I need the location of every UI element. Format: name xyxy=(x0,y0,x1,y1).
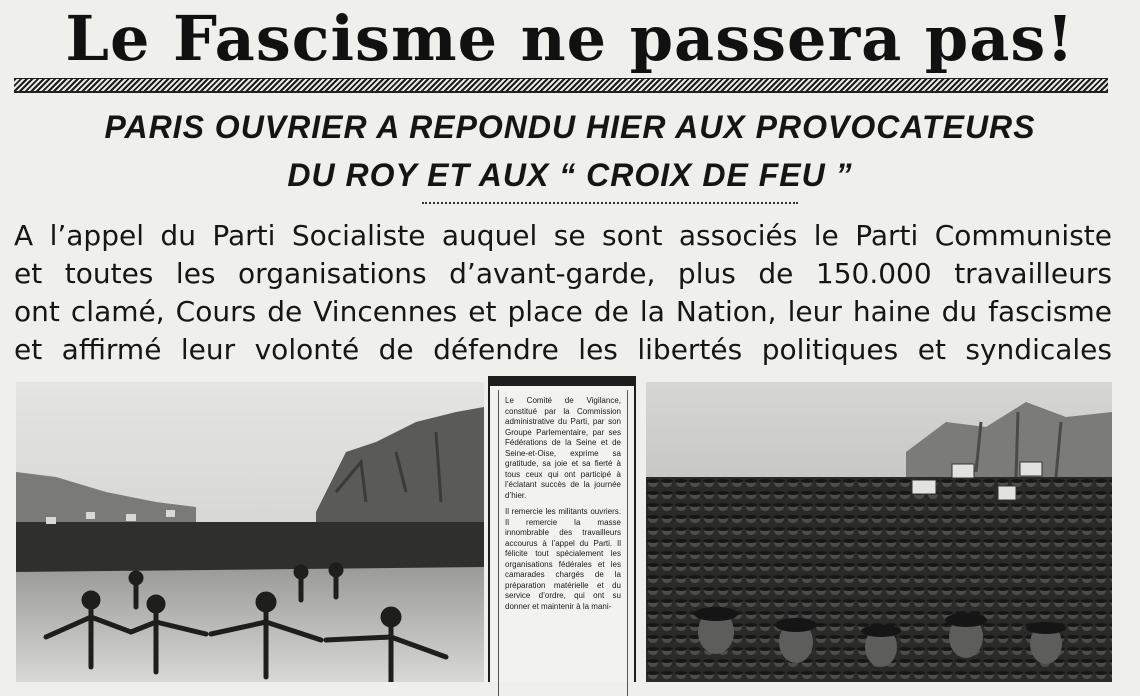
note-paragraph-2: Il remercie les militants ouvriers. Il remercie la masse innombrable des travailleurs accourus à l’appel du Parti. Il félicite tout spécialement les organisations fédérales et les camarades chargés de la préparation matérielle et du service d’ordre, qui ont su donner et maintenir à la mani- xyxy=(505,507,621,611)
dotted-divider xyxy=(422,202,798,204)
vigilance-committee-note xyxy=(488,376,636,682)
lead-line-1: A l’appel du Parti Socialiste auquel se sont associés le Parti Communiste xyxy=(14,219,1112,252)
subheadline-line-2: DU ROY ET AUX “ CROIX DE FEU ” xyxy=(287,157,853,193)
lead-paragraph xyxy=(14,217,1112,369)
note-paragraph-1: Le Comité de Vigilance, constitué par la Commission administrative du Parti, par son Groupe Parlementaire, par ses Fédérations de la Seine et de Seine-et-Oise, exprime sa gratitude, sa joie et sa fierté à tous ceux qui ont participé à l’éclatant succès de la journée d’hier. xyxy=(505,396,621,500)
lead-line-3: ont clamé, Cours de Vincennes et place de la Nation, leur haine du fascisme xyxy=(14,295,1112,328)
headline: Le Fascisme ne passera pas! xyxy=(65,2,1075,75)
lead-line-2: et toutes les organisations d’avant-garde, plus de 150.000 travailleurs xyxy=(14,257,1112,290)
note-top-bar xyxy=(490,378,634,386)
note-column xyxy=(498,390,628,696)
headline-rule xyxy=(14,78,1108,93)
lead-line-4: et affirmé leur volonté de défendre les libertés politiques et syndicales xyxy=(14,333,1112,366)
photo-boulevard-march xyxy=(16,382,484,682)
photo-crowd-nation xyxy=(646,382,1112,682)
subheadline-line-1: PARIS OUVRIER A REPONDU HIER AUX PROVOCATEURS xyxy=(104,109,1036,145)
